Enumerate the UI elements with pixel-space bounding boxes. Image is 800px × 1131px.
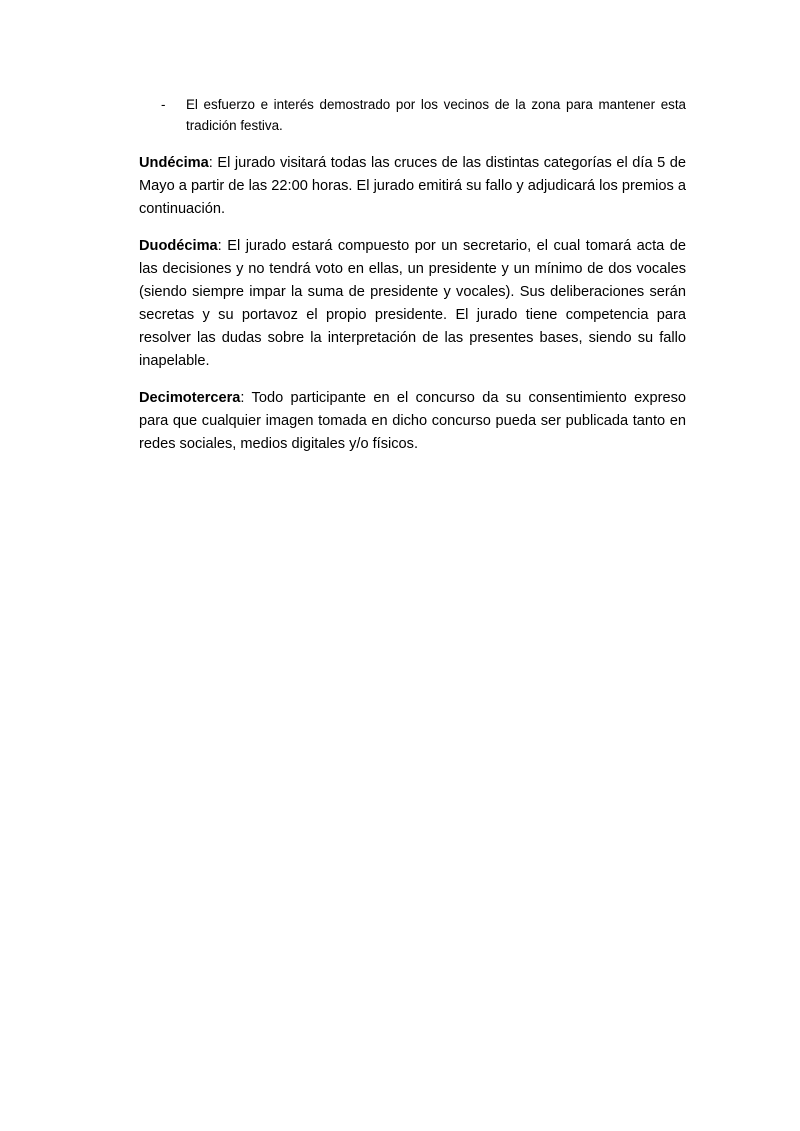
bullet-marker: - — [161, 97, 166, 112]
bullet-item — [139, 94, 686, 136]
clause-text: : Todo participante en el concurso da su consentimiento expreso para que cualquier imagen tomada en dicho concurso pueda ser publicada tanto en redes sociales, medios digitales y/o físicos. — [139, 390, 686, 452]
bullet-text: El esfuerzo e interés demostrado por los vecinos de la zona para mantener esta tradición festiva. — [186, 97, 686, 133]
clause-heading: Duodécima — [139, 238, 218, 254]
clause-text: : El jurado estará compuesto por un secretario, el cual tomará acta de las decisiones y no tendrá voto en ellas, un presidente y un mínimo de dos vocales (siendo siempre impar la suma de presidente y vocales). Sus deliberaciones serán secretas y su portavoz el propio presidente. El jurado tiene competencia para resolver las dudas sobre la interpretación de las presentes bases, siendo su fallo inapelable. — [139, 238, 686, 369]
clause-decimotercera — [139, 387, 686, 456]
clause-undecima — [139, 152, 686, 221]
clause-heading: Undécima — [139, 155, 209, 171]
clause-duodecima — [139, 235, 686, 373]
document-body — [139, 94, 686, 470]
clause-text: : El jurado visitará todas las cruces de las distintas categorías el día 5 de Mayo a partir de las 22:00 horas. El jurado emitirá su fallo y adjudicará los premios a continuación. — [139, 155, 686, 217]
clause-heading: Decimotercera — [139, 390, 241, 406]
